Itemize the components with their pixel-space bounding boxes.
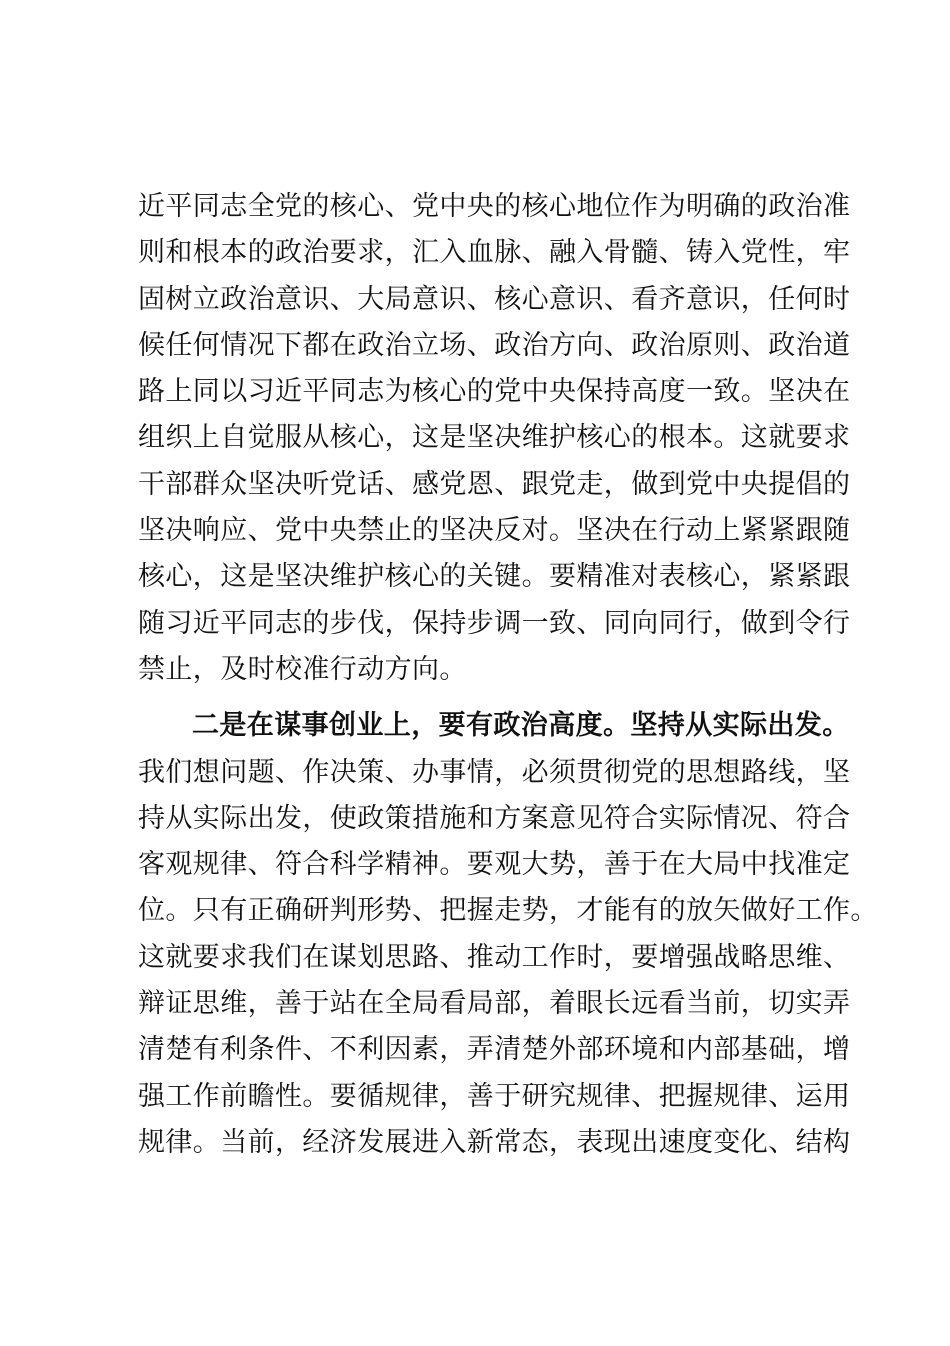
text-line: 这就要求我们在谋划思路、推动工作时，要增强战略思维、 [138, 941, 851, 973]
text-line: 持从实际出发，使政策措施和方案意见符合实际情况、符合 [138, 802, 851, 834]
text-line: 路上同以习近平同志为核心的党中央保持高度一致。坚决在 [138, 376, 851, 408]
text-line: 客观规律、符合科学精神。要观大势，善于在大局中找准定 [138, 849, 851, 881]
paragraph-gap [138, 693, 828, 703]
text-line: 禁止，及时校准行动方向。 [138, 653, 467, 685]
text-line: 近平同志全党的核心、党中央的核心地位作为明确的政治准 [138, 191, 851, 222]
text-line: 干部群众坚决听党话、感党恩、跟党走，做到党中央提倡的 [138, 468, 851, 500]
text-line: 我们想问题、作决策、办事情，必须贯彻党的思想路线，坚 [138, 756, 851, 788]
text-line: 则和根本的政治要求，汇入血脉、融入骨髓、铸入党性，牢 [138, 237, 851, 269]
text-line: 位。只有正确研判形势、把握走势，才能有的放矢做好工作。 [138, 895, 878, 927]
text-line: 规律。当前，经济发展进入新常态，表现出速度变化、结构 [138, 1126, 851, 1158]
text-line: 辩证思维，善于站在全局看局部，着眼长远看当前，切实弄 [138, 988, 851, 1020]
text-line: 候任何情况下都在政治立场、政治方向、政治原则、政治道 [138, 329, 851, 361]
text-line: 坚决响应、党中央禁止的坚决反对。坚决在行动上紧紧跟随 [138, 515, 851, 547]
text-line: 核心，这是坚决维护核心的关键。要精准对表核心，紧紧跟 [138, 561, 851, 593]
text-line: 固树立政治意识、大局意识、核心意识、看齐意识，任何时 [138, 283, 851, 315]
text-line: 清楚有利条件、不利因素，弄清楚外部环境和内部基础，增 [138, 1034, 851, 1066]
text-line: 组织上自觉服从核心，这是坚决维护核心的根本。这就要求 [138, 422, 851, 454]
document-body [138, 184, 878, 1166]
text-line: 强工作前瞻性。要循规律，善于研究规律、把握规律、运用 [138, 1080, 851, 1112]
text-line: 随习近平同志的步伐，保持步调一致、同向同行，做到令行 [138, 607, 851, 639]
section-heading: 二是在谋事创业上，要有政治高度。坚持从实际出发。 [192, 710, 850, 742]
